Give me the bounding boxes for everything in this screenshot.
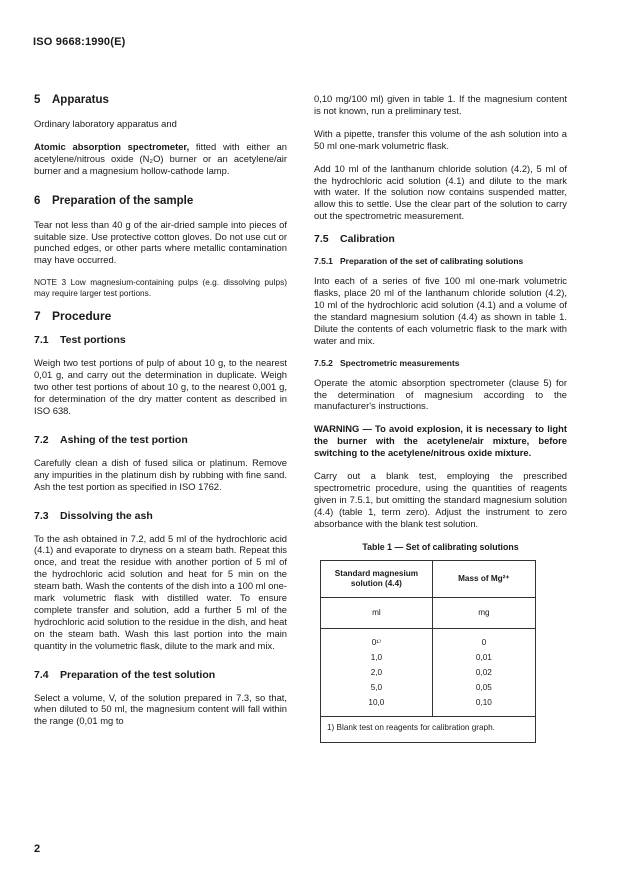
table-1-caption: Table 1 — Set of calibrating solutions	[362, 541, 519, 552]
table-footnote: 1) Blank test on reagents for calibration graph.	[321, 716, 536, 742]
table-row: 10,0 0,10	[321, 695, 536, 717]
document-id: ISO 9668:1990(E)	[33, 36, 126, 48]
section-7-5-1-paragraph: Into each of a series of five 100 ml one-mark volumetric flasks, place 20 ml of the lanthanum chloride solution (4.2), 10 ml of the hydrochloric acid solution (4.1) and a volume of the standard magnesium solution (4.4) as shown in table 1. Dilute the contents of each volumetric flask to the mark with water and mix.	[314, 275, 567, 346]
section-7-4-paragraph-3: Add 10 ml of the lanthanum chloride solution (4.2), 5 ml of the hydrochloric acid solution (4.1) and dilute to the mark with water. If the solution now contains suspended matter, allow this to settle. Use the clear part of the solution to carry out the spectrometric measurement.	[314, 162, 567, 222]
unit-mg: mg	[432, 597, 535, 628]
section-5-heading: 5 Apparatus	[34, 94, 109, 106]
section-7-1-heading: 7.1 Test portions	[34, 334, 126, 347]
note-3: NOTE 3 Low magnesium-containing pulps (e.g. dissolving pulps) may require larger test portions.	[34, 277, 287, 298]
section-7-heading: 7 Procedure	[34, 309, 112, 324]
spectrometer-paragraph: Atomic absorption spectrometer, fitted with either an acetylene/nitrous oxide (N₂O) burner or an acetylene/air burner and a magnesium hollow-cathode lamp.	[34, 140, 287, 176]
calibration-table	[320, 560, 536, 743]
section-7-1-paragraph: Weigh two test portions of pulp of about 10 g, to the nearest 0,01 g, and carry out the determination in duplicate. Weigh two other test portions of about 10 g, to the nearest 0,001 g, for determination of the dry matter content as described in ISO 638.	[34, 357, 287, 416]
right-column	[314, 93, 567, 743]
section-7-3-heading: 7.3 Dissolving the ash	[34, 509, 153, 522]
section-7-5-2-paragraph: Operate the atomic absorption spectrometer (clause 5) for the determination of magnesium according to the manufacturer's instructions.	[314, 376, 567, 412]
table-row: 0¹⁾ 0	[321, 628, 536, 650]
section-6-heading: 6 Preparation of the sample	[34, 194, 194, 207]
table-header-mass: Mass of Mg²⁺	[432, 560, 535, 597]
page-number: 2	[34, 843, 41, 855]
table-header-solution: Standard magnesium solution (4.4)	[321, 560, 433, 597]
left-column	[34, 93, 287, 738]
blank-test-paragraph: Carry out a blank test, employing the prescribed spectrometric procedure, using the quantities of reagents given in 7.5.1, but omitting the standard magnesium solution (4.4) (table 1, term zero). Adjust the instrument to zero absorbance with the blank test solution.	[314, 470, 567, 529]
section-7-5-heading: 7.5 Calibration	[314, 233, 395, 246]
section-7-4-paragraph-start: Select a volume, V, of the solution prepared in 7.3, so that, when diluted to 50 ml, the magnesium content will fall within the range (0,01 mg to	[34, 691, 287, 727]
unit-ml: ml	[321, 597, 433, 628]
section-7-4-paragraph-2: With a pipette, transfer this volume of the ash solution into a 50 ml one-mark volumetric flask.	[314, 127, 567, 151]
section-7-4-paragraph-cont: 0,10 mg/100 ml) given in table 1. If the magnesium content is not known, run a preliminary test.	[314, 93, 567, 116]
section-5-intro: Ordinary laboratory apparatus and	[34, 118, 177, 129]
section-7-5-2-heading: 7.5.2 Spectrometric measurements	[314, 357, 460, 368]
section-7-2-paragraph: Carefully clean a dish of fused silica or platinum. Remove any impurities in the platinum dish by rubbing with fine sand. Ash the test portion as specified in ISO 1762.	[34, 456, 287, 492]
table-row: 1,0 0,01	[321, 650, 536, 665]
table-row: 5,0 0,05	[321, 680, 536, 695]
warning-paragraph: WARNING — To avoid explosion, it is necessary to light the burner with the acetylene/air mixture, before switching to the acetylene/nitrous oxide mixture.	[314, 423, 567, 459]
section-7-5-1-heading: 7.5.1 Preparation of the set of calibrating solutions	[314, 256, 524, 267]
section-7-2-heading: 7.2 Ashing of the test portion	[34, 433, 188, 446]
section-6-paragraph: Tear not less than 40 g of the air-dried sample into pieces of suitable size. Use protective cotton gloves. Do not use cut or punched edges, or other parts where metallic contamination may have occurred.	[34, 218, 287, 266]
table-row: 2,0 0,02	[321, 665, 536, 680]
section-7-4-heading: 7.4 Preparation of the test solution	[34, 668, 216, 681]
section-7-3-paragraph: To the ash obtained in 7.2, add 5 ml of the hydrochloric acid (4.1) and evaporate to dryness on a steam bath. Repeat this once, and treat the residue with another portion of 5 ml of the hydrochloric acid solution and heat for 5 min on the steam bath. Wash the contents of the dish into a 100 ml one-mark volumetric flask with distilled water. To ensure complete transfer and solution, add a further 5 ml of the hydrochloric acid solution to the residue in the dish, and heat on the steam bath. Wash this last portion into the main quantity in the volumetric flask, dilute to the mark and mix.	[34, 532, 287, 651]
